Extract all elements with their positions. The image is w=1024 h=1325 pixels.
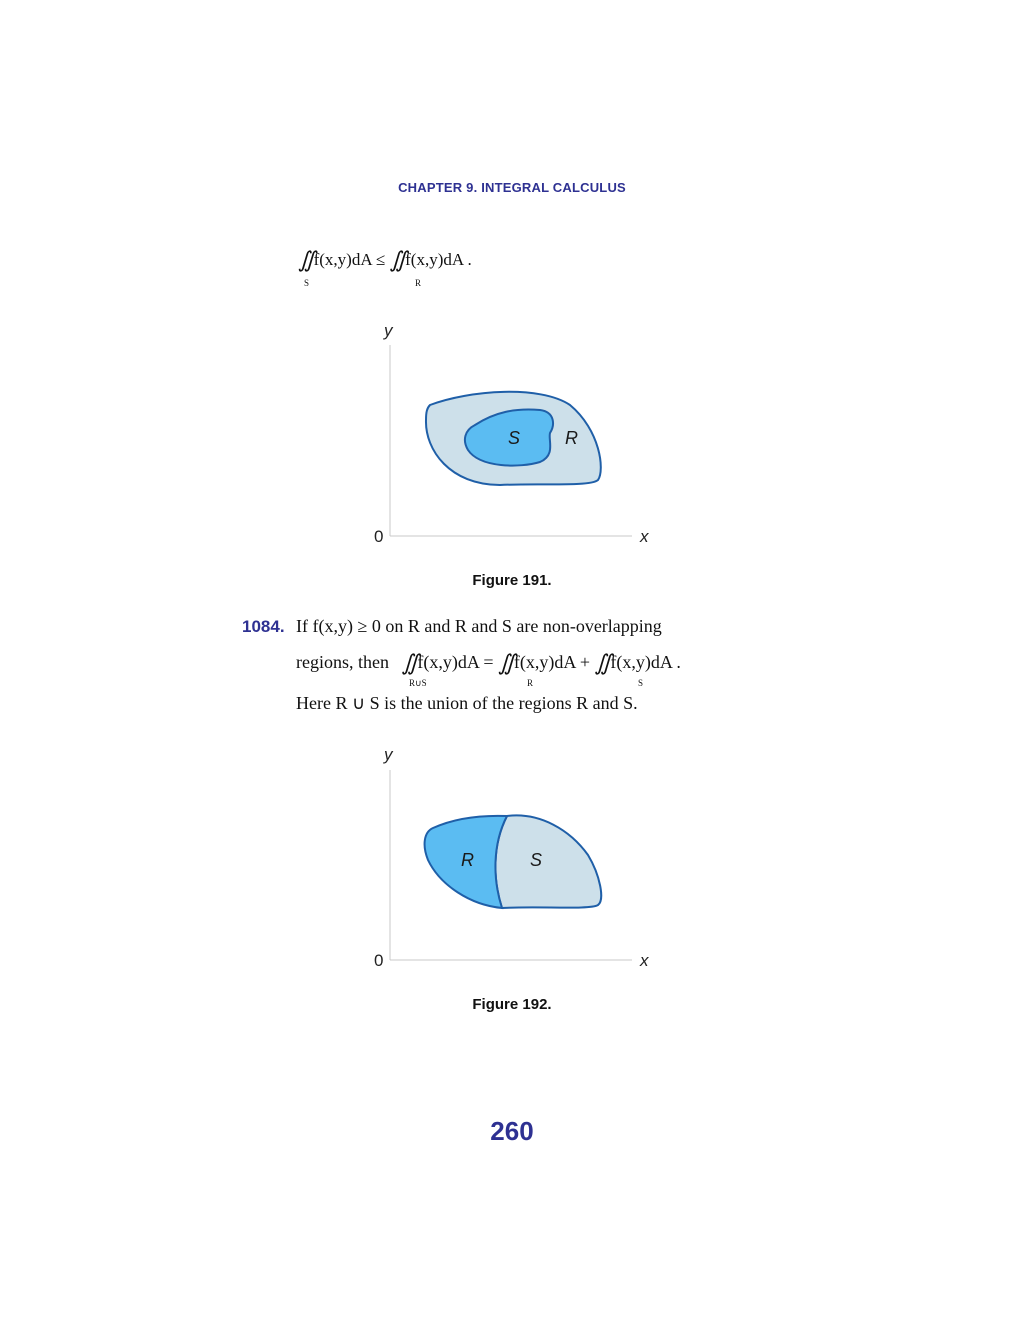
problem-line-3: Here R ∪ S is the union of the regions R and S. — [296, 693, 638, 713]
rhs-region-subscript: R — [415, 278, 422, 288]
integral2-region-subscript: R — [527, 678, 534, 688]
x-axis-label: x — [640, 951, 649, 970]
formula-top — [298, 245, 472, 271]
line2-prefix: regions, then — [296, 652, 389, 672]
origin-label: 0 — [374, 527, 384, 546]
region-r-label: R — [565, 428, 578, 448]
region-s — [495, 815, 601, 908]
figure-191 — [360, 310, 660, 560]
chapter-header: CHAPTER 9. INTEGRAL CALCULUS — [398, 180, 626, 195]
integral1-integrand: f(x,y)dA = — [417, 652, 494, 672]
y-axis-label: y — [384, 321, 393, 340]
figure-192-caption: Figure 192. — [472, 996, 552, 1013]
double-integral-symbol: ∬ — [389, 247, 401, 272]
page-number: 260 — [490, 1116, 534, 1146]
double-integral-symbol: ∬ — [594, 650, 606, 675]
integral2-integrand: f(x,y)dA + — [513, 652, 590, 672]
lhs-integrand: f(x,y)dA — [313, 250, 372, 269]
integral1-region-subscript: R∪S — [409, 678, 427, 688]
double-integral-symbol: ∬ — [298, 247, 310, 272]
double-integral-symbol: ∬ — [401, 650, 413, 675]
figure-192 — [360, 735, 660, 985]
x-axis-label: x — [640, 527, 649, 546]
problem-line-1: If f(x,y) ≥ 0 on R and R and S are non-overlapping — [296, 616, 662, 636]
origin-label: 0 — [374, 951, 384, 970]
integral3-integrand: f(x,y)dA . — [610, 652, 681, 672]
region-r-label: R — [461, 850, 474, 870]
region-s-label: S — [508, 428, 521, 448]
problem-number: 1084. — [242, 617, 285, 636]
relation-symbol: ≤ — [375, 250, 386, 269]
figure-191-caption: Figure 191. — [472, 572, 552, 589]
double-integral-symbol: ∬ — [497, 650, 510, 675]
lhs-region-subscript: S — [304, 278, 310, 288]
problem-line-2 — [296, 648, 681, 674]
formula-end: . — [467, 250, 472, 269]
integral3-region-subscript: S — [638, 678, 644, 688]
rhs-integrand: f(x,y)dA — [405, 250, 464, 269]
y-axis-label: y — [384, 745, 393, 764]
region-s-label: S — [530, 850, 543, 870]
